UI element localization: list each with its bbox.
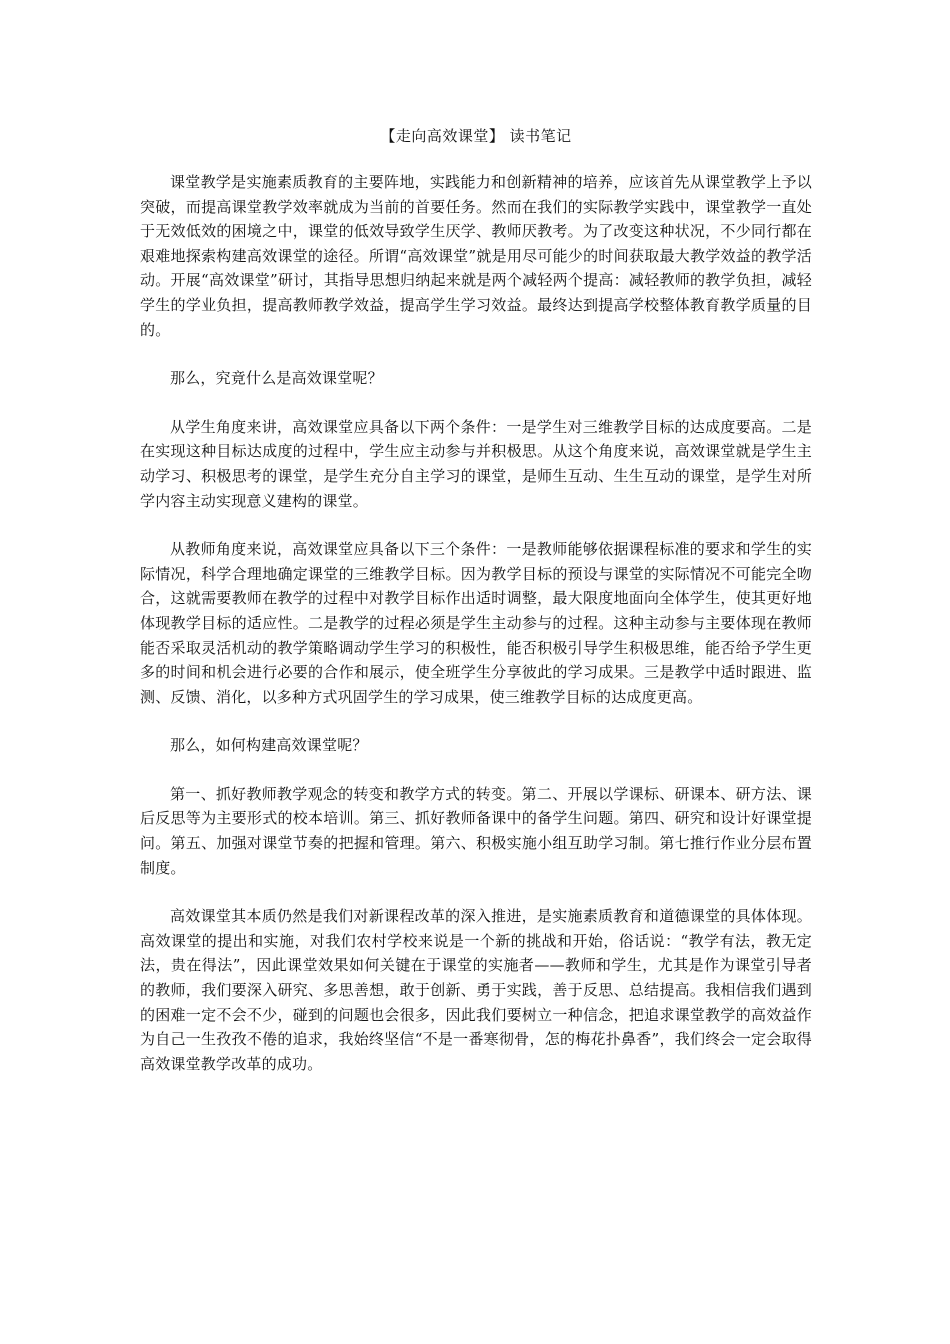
paragraph-intro: 课堂教学是实施素质教育的主要阵地，实践能力和创新精神的培养，应该首先从课堂教学上予以突破，而提高课堂教学效率就成为当前的首要任务。然而在我们的实际教学实践中，课堂教学一直处于无效低效的困境之中，课堂的低效导致学生厌学、教师厌教考。为了改变这种状况，不少同行都在艰难地探索构建高效课堂的途径。所谓“高效课堂”就是用尽可能少的时间获取最大教学效益的教学活动。开展“高效课堂”研讨，其指导思想归纳起来就是两个减轻两个提高：减轻教师的教学负担，减轻学生的学业负担，提高教师教学效益，提高学生学习效益。最终达到提高学校整体教育教学质量的目的。 [140,173,812,339]
paragraph-teacher-perspective: 从教师角度来说，高效课堂应具备以下三个条件：一是教师能够依据课程标准的要求和学生的实际情况，科学合理地确定课堂的三维教学目标。因为教学目标的预设与课堂的实际情况不可能完全吻合，这就需要教师在教学的过程中对教学目标作出适时调整，最大限度地面向全体学生，使其更好地体现教学目标的适应性。二是教学的过程必须是学生主动参与的过程。这种主动参与主要体现在教师能否采取灵活机动的教学策略调动学生学习的积极性，能否积极引导学生积极思维，能否给予学生更多的时间和机会进行必要的合作和展示，使全班学生分享彼此的学习成果。三是教学中适时跟进、监测、反馈、消化，以多种方式巩固学生的学习成果，使三维教学目标的达成度更高。 [140,540,812,706]
paragraph-methods: 第一、抓好教师教学观念的转变和教学方式的转变。第二、开展以学课标、研课本、研方法、课后反思等为主要形式的校本培训。第三、抓好教师备课中的备学生问题。第四、研究和设计好课堂提问。第五、加强对课堂节奏的把握和管理。第六、积极实施小组互助学习制。第七推行作业分层布置制度。 [140,784,812,877]
paragraph-student-perspective: 从学生角度来讲，高效课堂应具备以下两个条件：一是学生对三维教学目标的达成度要高。二是在实现这种目标达成度的过程中，学生应主动参与并积极思。从这个角度来说，高效课堂就是学生主动学习、积极思考的课堂，是学生充分自主学习的课堂，是师生互动、生生互动的课堂，是学生对所学内容主动实现意义建构的课堂。 [140,417,812,510]
paragraph-question-what: 那么，究竟什么是高效课堂呢？ [170,369,383,388]
document-page [140,124,812,1100]
document-title: 【走向高效课堂】 读书笔记 [380,127,572,145]
paragraph-conclusion: 高效课堂其本质仍然是我们对新课程改革的深入推进，是实施素质教育和道德课堂的具体体现。高效课堂的提出和实施，对我们农村学校来说是一个新的挑战和开始，俗话说：“教学有法，教无定法，贵在得法”，因此课堂效果如何关键在于课堂的实施者——教师和学生，尤其是作为课堂引导者的教师，我们要深入研究、多思善想，敢于创新、勇于实践，善于反思、总结提高。我相信我们遇到的困难一定不会不少，碰到的问题也会很多，因此我们要树立一种信念，把追求课堂教学的高效益作为自己一生孜孜不倦的追求，我始终坚信“不是一番寒彻骨，怎的梅花扑鼻香”，我们终会一定会取得高效课堂教学改革的成功。 [140,907,812,1073]
paragraph-question-how: 那么，如何构建高效课堂呢？ [170,736,368,755]
